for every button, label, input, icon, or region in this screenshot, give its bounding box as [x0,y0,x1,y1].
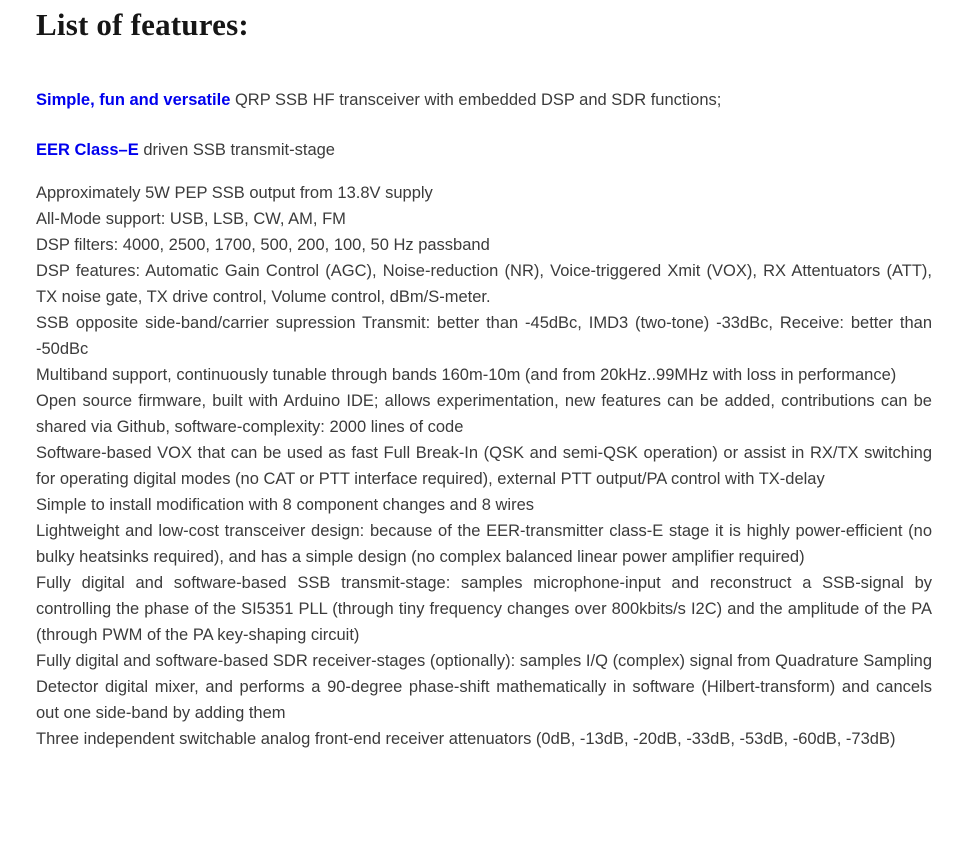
intro-rest-eer: driven SSB transmit-stage [138,141,335,159]
feature-line: DSP features: Automatic Gain Control (AGC), Noise-reduction (NR), Voice-triggered Xmit (VOX), RX Attentuators (ATT), TX noise gate, TX drive control, Volume control, dBm/S-meter. [36,262,932,306]
intro-line-eer [36,139,932,161]
intro-highlight-eer: EER Class–E [36,141,139,159]
feature-line: Approximately 5W PEP SSB output from 13.8V supply [36,184,433,202]
feature-line: Three independent switchable analog front-end receiver attenuators (0dB, -13dB, -20dB, -33dB, -53dB, -60dB, -73dB) [36,730,896,748]
feature-line: Multiband support, continuously tunable through bands 160m-10m (and from 20kHz..99MHz with loss in performance) [36,366,897,384]
intro-line-simple [36,89,932,111]
feature-line: All-Mode support: USB, LSB, CW, AM, FM [36,210,346,228]
intro-rest-simple: QRP SSB HF transceiver with embedded DSP and SDR functions; [230,91,722,109]
feature-line: Software-based VOX that can be used as fast Full Break-In (QSK and semi-QSK operation) or assist in RX/TX switching for operating digital modes (no CAT or PTT interface required), external PTT output/PA control with TX-delay [36,444,932,488]
intro-highlight-simple: Simple, fun and versatile [36,91,231,109]
feature-line: Simple to install modification with 8 component changes and 8 wires [36,496,535,514]
feature-line: Open source firmware, built with Arduino IDE; allows experimentation, new features can be added, contributions can be shared via Github, software-complexity: 2000 lines of code [36,392,932,436]
features-list [36,180,932,752]
feature-line: Fully digital and software-based SDR receiver-stages (optionally): samples I/Q (complex) signal from Quadrature Sampling Detector digital mixer, and performs a 90-degree phase-shift mathematically in software (Hilbert-transform) and cancels out one side-band by adding them [36,652,932,722]
feature-line: Lightweight and low-cost transceiver design: because of the EER-transmitter class-E stage it is highly power-efficient (no bulky heatsinks required), and has a simple design (no complex balanced linear power amplifier required) [36,522,932,566]
feature-line: Fully digital and software-based SSB transmit-stage: samples microphone-input and reconstruct a SSB-signal by controlling the phase of the SI5351 PLL (through tiny frequency changes over 800kbits/s I2C) and the amplitude of the PA (through PWM of the PA key-shaping circuit) [36,574,932,644]
feature-line: SSB opposite side-band/carrier supression Transmit: better than -45dBc, IMD3 (two-tone) -33dBc, Receive: better than -50dBc [36,314,932,358]
feature-line: DSP filters: 4000, 2500, 1700, 500, 200, 100, 50 Hz passband [36,236,490,254]
page-title: List of features: [36,7,249,42]
